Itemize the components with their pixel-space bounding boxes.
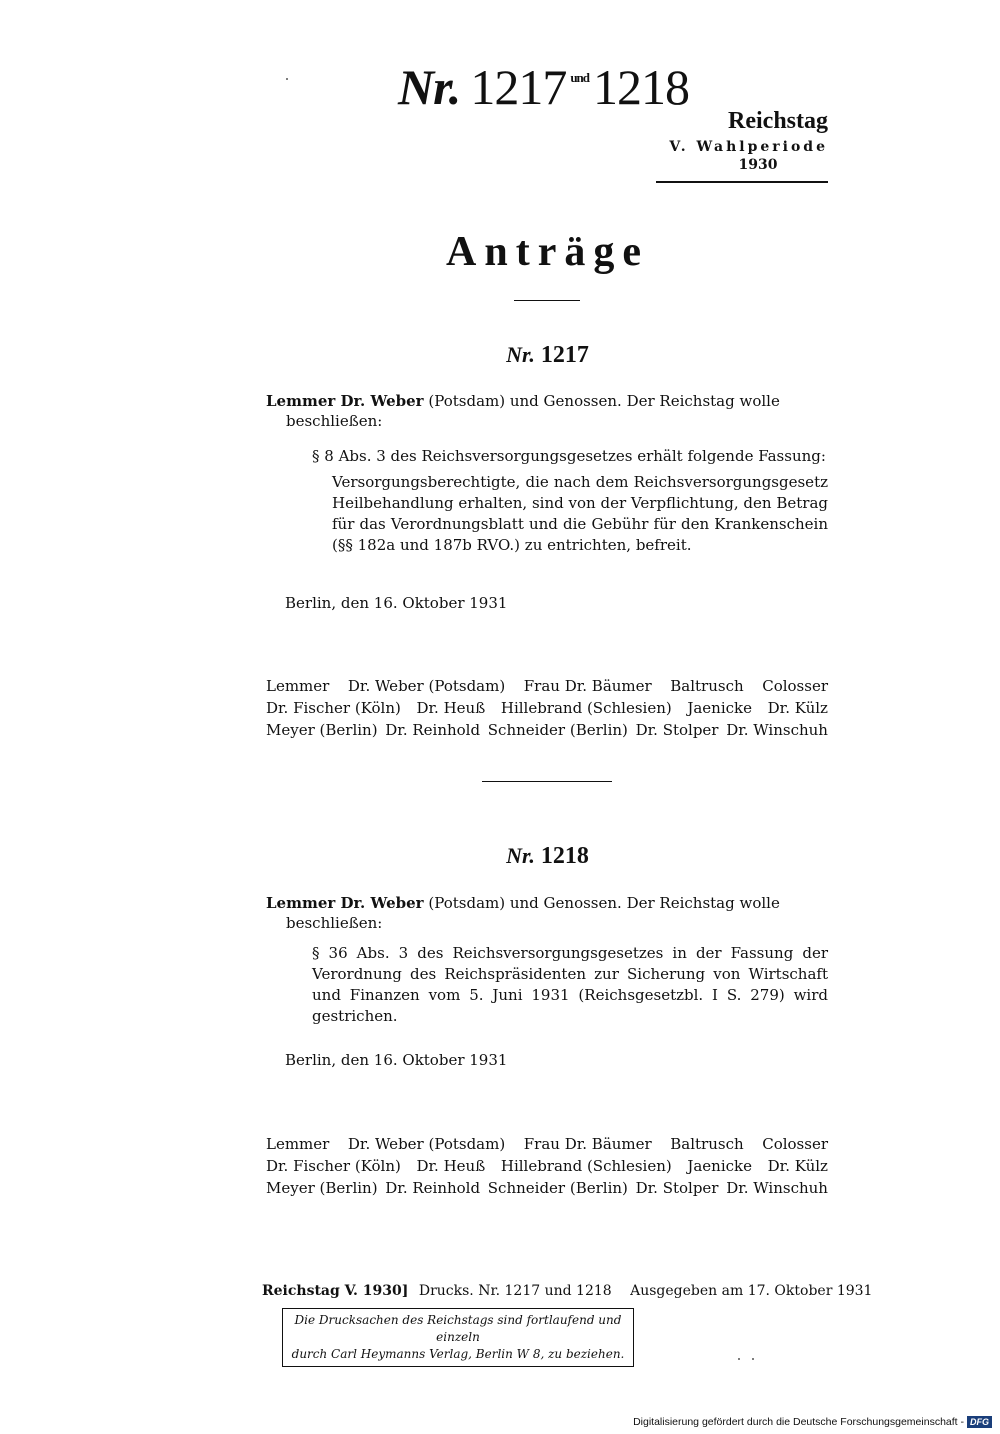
signer: Jaenicke [687, 1157, 753, 1175]
motion-1217-intro [266, 391, 828, 431]
motion-1218-date: Berlin, den 16. Oktober 1931 [285, 1051, 508, 1069]
section-divider [482, 781, 612, 782]
wahlperiode: V. Wahlperiode [669, 139, 828, 155]
signer: Colosser [762, 677, 828, 695]
motion-1218-heading [0, 843, 1000, 870]
motion-1217-intro-line2: beschließen: [286, 412, 383, 430]
speck [286, 78, 288, 80]
dfg-credit [633, 1416, 992, 1428]
signer-row [266, 1133, 828, 1155]
motion-1218-num: 1218 [540, 843, 589, 869]
footer-imprint [262, 1283, 872, 1299]
signer-row [266, 1177, 828, 1199]
signer: Dr. Weber (Potsdam) [347, 1135, 506, 1153]
signer: Dr. Fischer (Köln) [266, 1157, 401, 1175]
signer: Dr. Külz [767, 1157, 828, 1175]
signer-row [266, 697, 828, 719]
motion-1218-intro-line2: beschließen: [286, 914, 383, 932]
number-b: 1218 [593, 59, 690, 115]
reichstag-title: Reichstag [728, 108, 828, 134]
title-divider [514, 300, 580, 301]
motion-1217-quote: Versorgungsberechtigte, die nach dem Reichsversorgungsgesetz Heilbehandlung erhalten, sind von der Verpflichtung, den Betrag für das Verordnungsblatt und die Gebühr für den Krankenschein (§§ 182a und 187b RVO.) zu entrichten, befreit. [332, 473, 828, 554]
signer: Baltrusch [670, 677, 744, 695]
signer: Meyer (Berlin) [266, 1179, 378, 1197]
dfg-logo-icon: DFG [967, 1416, 992, 1428]
motion-1217-intro-text: (Potsdam) und Genossen. Der Reichstag wolle [428, 392, 780, 410]
motion-1218-paragraph: § 36 Abs. 3 des Reichsversorgungsgesetzes in der Fassung der Verordnung des Reichspräsidenten zur Sicherung von Wirtschaft und Finanzen vom 5. Juni 1931 (Reichsgesetzbl. I S. 279) wird gestrichen. [312, 944, 828, 1025]
publisher-notice-line1: Die Drucksachen des Reichstags sind fortlaufend und einzeln [294, 1313, 622, 1344]
motion-1217-signers [266, 675, 828, 741]
signer: Dr. Weber (Potsdam) [347, 677, 506, 695]
motion-1217-date: Berlin, den 16. Oktober 1931 [285, 594, 508, 612]
signer: Dr. Winschuh [726, 721, 828, 739]
signer: Colosser [762, 1135, 828, 1153]
publisher-notice-line2: durch Carl Heymanns Verlag, Berlin W 8, zu beziehen. [291, 1347, 625, 1361]
motion-1217-sponsors: Lemmer Dr. Weber [266, 392, 424, 410]
signer: Lemmer [266, 1135, 330, 1153]
speck [752, 1358, 754, 1360]
footer-left: Reichstag V. 1930] [262, 1283, 409, 1299]
signer: Dr. Reinhold [385, 721, 481, 739]
signer: Hillebrand (Schlesien) [500, 1157, 672, 1175]
signer: Hillebrand (Schlesien) [500, 699, 672, 717]
signer: Frau Dr. Bäumer [523, 677, 652, 695]
signer: Frau Dr. Bäumer [523, 1135, 652, 1153]
und-label: und [570, 70, 590, 85]
signer: Lemmer [266, 677, 330, 695]
motion-1218-nr: Nr. [506, 843, 535, 868]
signer-row [266, 1155, 828, 1177]
reichstag-rule [656, 181, 828, 183]
signer: Dr. Fischer (Köln) [266, 699, 401, 717]
signer: Baltrusch [670, 1135, 744, 1153]
signer: Jaenicke [687, 699, 753, 717]
motion-1217-nr: Nr. [506, 342, 535, 367]
signer: Meyer (Berlin) [266, 721, 378, 739]
reichstag-label [628, 108, 828, 173]
signer: Dr. Stolper [635, 721, 719, 739]
signer: Dr. Reinhold [385, 1179, 481, 1197]
motion-1217-heading [0, 342, 1000, 369]
signer-row [266, 675, 828, 697]
signer: Schneider (Berlin) [487, 1179, 628, 1197]
footer-right: Ausgegeben am 17. Oktober 1931 [630, 1283, 873, 1299]
motion-1217-num: 1217 [540, 342, 589, 368]
dfg-credit-text: Digitalisierung gefördert durch die Deutsche Forschungsgemeinschaft - [633, 1416, 964, 1428]
signer: Schneider (Berlin) [487, 721, 628, 739]
motion-1218-sponsors: Lemmer Dr. Weber [266, 894, 424, 912]
motion-1217-paragraph: § 8 Abs. 3 des Reichsversorgungsgesetzes erhält folgende Fassung: [312, 447, 826, 465]
year: 1930 [738, 157, 778, 173]
motion-1218-intro-text: (Potsdam) und Genossen. Der Reichstag wolle [428, 894, 780, 912]
signer: Dr. Külz [767, 699, 828, 717]
speck [738, 1358, 740, 1360]
footer-middle: Drucks. Nr. 1217 und 1218 [418, 1283, 612, 1299]
motion-1218-signers [266, 1133, 828, 1199]
page-title: Anträge [446, 229, 649, 275]
publisher-notice [282, 1308, 634, 1367]
signer: Dr. Winschuh [726, 1179, 828, 1197]
signer: Dr. Heuß [416, 1157, 486, 1175]
signer-row [266, 719, 828, 741]
signer: Dr. Stolper [635, 1179, 719, 1197]
number-a: 1217 [470, 59, 567, 115]
signer: Dr. Heuß [416, 699, 486, 717]
nr-sign: Nr. [398, 59, 461, 115]
motion-1218-intro [266, 893, 828, 933]
